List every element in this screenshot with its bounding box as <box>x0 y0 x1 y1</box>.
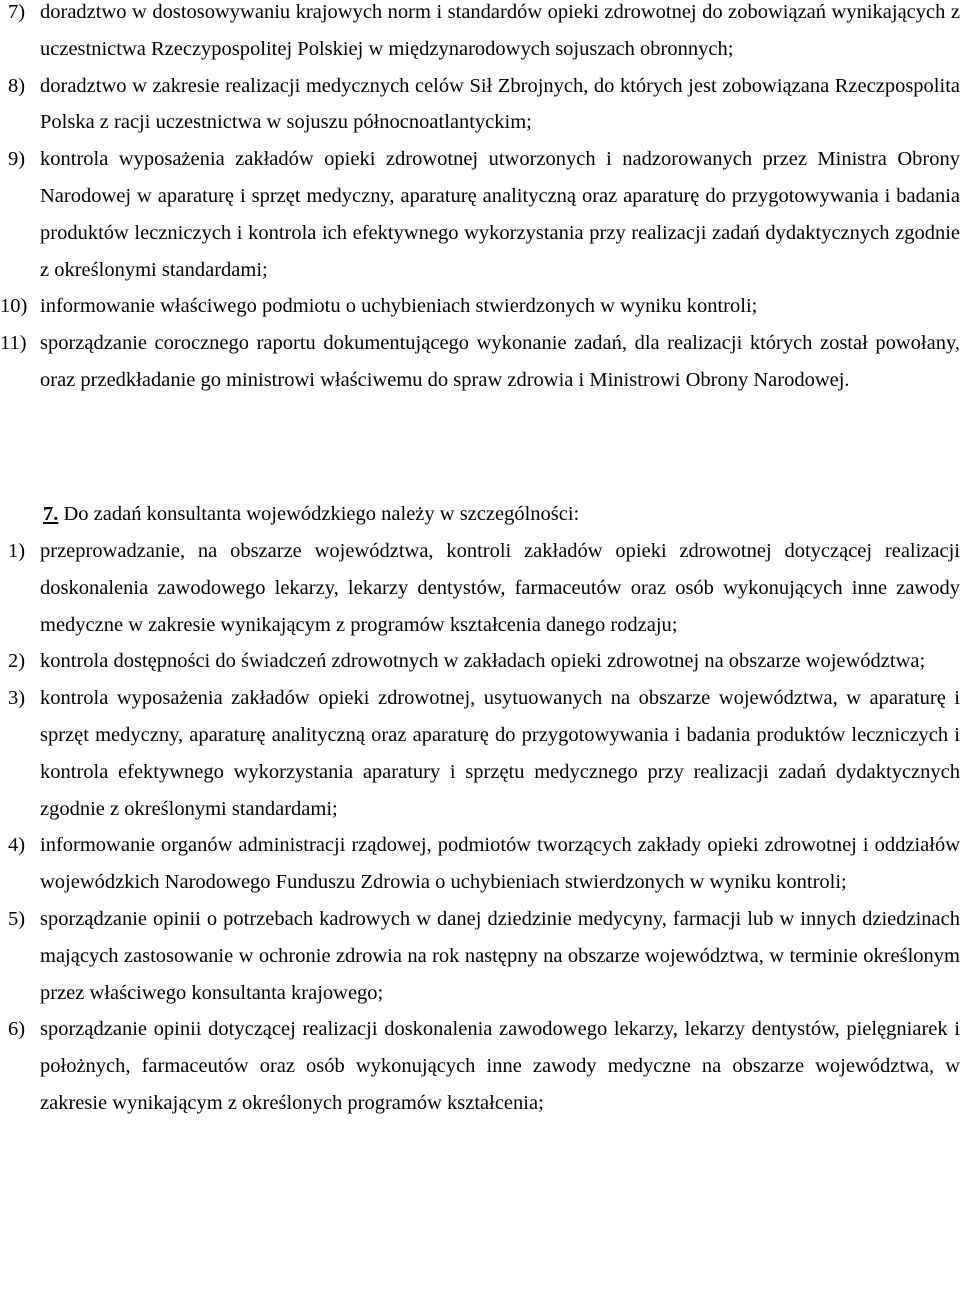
item-text: sporządzanie opinii o potrzebach kadrowych w danej dziedzinie medycyny, farmacji lub w innych dziedzinach mających zastosowanie w ochronie zdrowia na rok następny na obszarze województwa, w terminie określonym przez właściwego konsultanta krajowego; <box>40 907 960 1004</box>
list-item-9 <box>0 141 960 288</box>
section-heading-text: Do zadań konsultanta wojewódzkiego należy w szczególności: <box>63 503 580 525</box>
section-heading <box>0 496 960 533</box>
list-item-8 <box>0 68 960 142</box>
list-item-6 <box>0 1011 960 1121</box>
item-number: 11) <box>0 332 27 355</box>
section-number: 7. <box>43 503 59 525</box>
item-number: 9) <box>8 148 26 171</box>
item-number: 10) <box>0 295 28 318</box>
item-number: 5) <box>8 907 26 930</box>
list-item-11 <box>0 325 960 399</box>
item-text: kontrola wyposażenia zakładów opieki zdrowotnej, usytuowanych na obszarze województwa, w aparaturę i sprzęt medyczny, aparaturę analityczną oraz aparaturę do przygotowywania i badania produktów leczniczych i kontrola efektywnego wykorzystania aparatury i sprzętu medycznego przy realizacji zadań dydaktycznych zgodnie z określonymi standardami; <box>40 687 960 820</box>
list-item-7 <box>0 0 960 68</box>
list-item-5 <box>0 901 960 1011</box>
item-text: doradztwo w zakresie realizacji medycznych celów Sił Zbrojnych, do których jest zobowiązana Rzeczpospolita Polska z racji uczestnictwa w sojuszu północnoatlantyckim; <box>40 74 960 134</box>
item-number: 3) <box>8 687 26 710</box>
list-continued <box>0 0 960 399</box>
item-text: kontrola wyposażenia zakładów opieki zdrowotnej utworzonych i nadzorowanych przez Ministra Obrony Narodowej w aparaturę i sprzęt medyczny, aparaturę analityczną oraz aparaturę do przygotowywania i badania produktów leczniczych i kontrola ich efektywnego wykorzystania przy realizacji zadań dydaktycznych zgodnie z określonymi standardami; <box>40 148 960 281</box>
section-list <box>0 533 960 1122</box>
item-number: 8) <box>8 74 26 97</box>
item-number: 4) <box>8 834 26 857</box>
item-text: doradztwo w dostosowywaniu krajowych norm i standardów opieki zdrowotnej do zobowiązań wynikających z uczestnictwa Rzeczypospolitej Polskiej w międzynarodowych sojuszach obronnych; <box>40 1 960 60</box>
list-item-4 <box>0 827 960 901</box>
item-text: sporządzanie opinii dotyczącej realizacji doskonalenia zawodowego lekarzy, lekarzy dentystów, pielęgniarek i położnych, farmaceutów oraz osób wykonujących inne zawody medyczne na obszarze województwa, w zakresie wynikającym z określonych programów kształcenia; <box>40 1018 960 1114</box>
list-item-10 <box>0 288 960 325</box>
item-text: kontrola dostępności do świadczeń zdrowotnych w zakładach opieki zdrowotnej na obszarze województwa; <box>40 650 926 673</box>
list-item-2 <box>0 643 960 680</box>
item-number: 6) <box>8 1018 26 1041</box>
item-number: 1) <box>8 540 26 562</box>
list-item-3 <box>0 680 960 827</box>
item-number: 7) <box>8 1 26 23</box>
item-text: informowanie właściwego podmiotu o uchybieniach stwierdzonych w wyniku kontroli; <box>40 295 758 318</box>
item-text: sporządzanie corocznego raportu dokumentującego wykonanie zadań, dla realizacji których został powołany, oraz przedkładanie go ministrowi właściwemu do spraw zdrowia i Ministrowi Obrony Narodowej. <box>40 332 960 391</box>
item-text: przeprowadzanie, na obszarze województwa, kontroli zakładów opieki zdrowotnej dotyczącej realizacji doskonalenia zawodowego lekarzy, lekarzy dentystów, farmaceutów oraz osób wykonujących inne zawody medyczne w zakresie wynikającym z programów kształcenia danego rodzaju; <box>40 540 960 636</box>
item-number: 2) <box>8 650 26 673</box>
list-item-1 <box>0 533 960 643</box>
item-text: informowanie organów administracji rządowej, podmiotów tworzących zakłady opieki zdrowotnej i oddziałów wojewódzkich Narodowego Funduszu Zdrowia o uchybieniach stwierdzonych w wyniku kontroli; <box>40 834 960 894</box>
